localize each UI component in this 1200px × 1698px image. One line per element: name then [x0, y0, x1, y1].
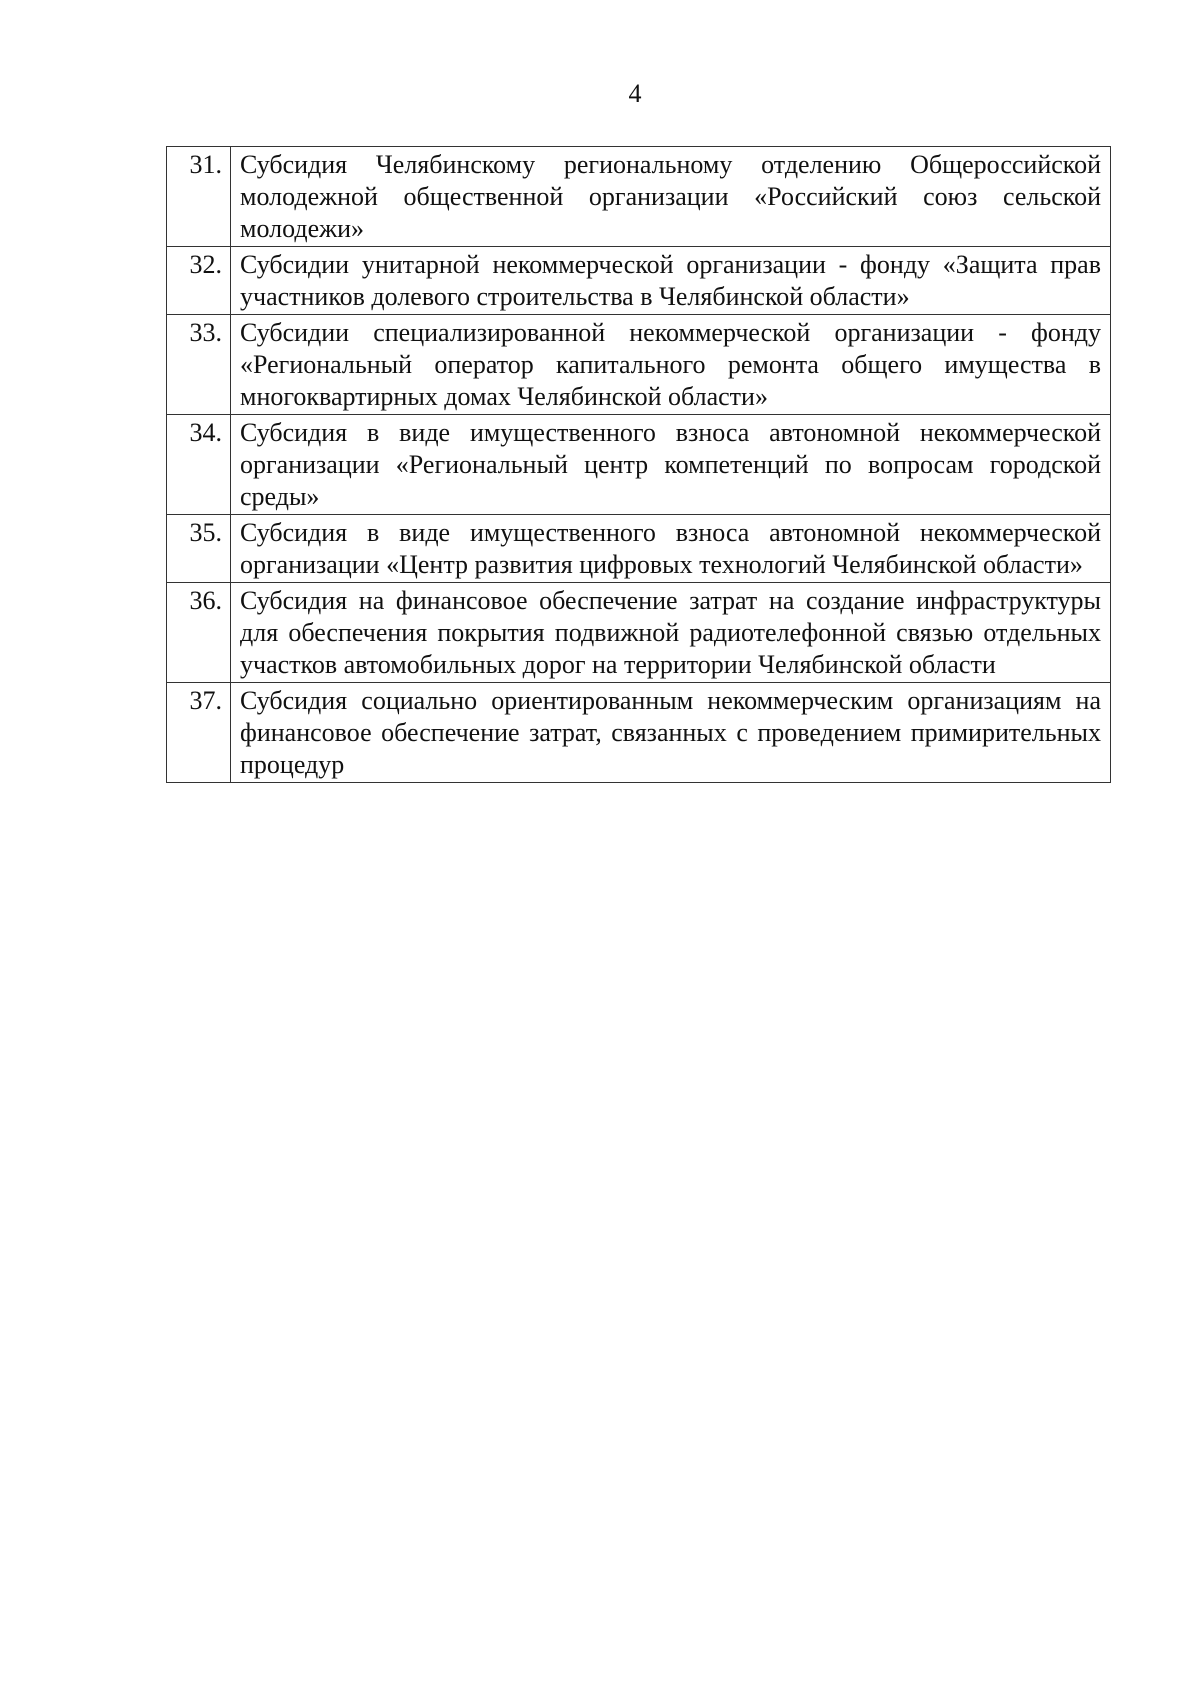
- row-number: 34.: [167, 415, 231, 515]
- table-row: [167, 315, 1111, 415]
- table-row: [167, 415, 1111, 515]
- row-description: Субсидии унитарной некоммерческой организации - фонду «Защита прав участников долевого строительства в Челябинской области»: [231, 247, 1111, 315]
- row-description: Субсидия в виде имущественного взноса автономной некоммерческой организации «Центр развития цифровых технологий Челябинской области»: [231, 515, 1111, 583]
- row-description: Субсидия социально ориентированным некоммерческим организациям на финансовое обеспечение затрат, связанных с проведением примирительных процедур: [231, 683, 1111, 783]
- table-row: [167, 583, 1111, 683]
- row-number: 31.: [167, 147, 231, 247]
- page-number: 4: [628, 79, 642, 108]
- table-row: [167, 147, 1111, 247]
- table-row: [167, 247, 1111, 315]
- row-description: Субсидия Челябинскому региональному отделению Общероссийской молодежной общественной организации «Российский союз сельской молодежи»: [231, 147, 1111, 247]
- row-description: Субсидия на финансовое обеспечение затрат на создание инфраструктуры для обеспечения покрытия подвижной радиотелефонной связью отдельных участков автомобильных дорог на территории Челябинской области: [231, 583, 1111, 683]
- table-row: [167, 683, 1111, 783]
- row-number: 33.: [167, 315, 231, 415]
- table-row: [167, 515, 1111, 583]
- row-number: 32.: [167, 247, 231, 315]
- row-description: Субсидия в виде имущественного взноса автономной некоммерческой организации «Региональный центр компетенций по вопросам городской среды»: [231, 415, 1111, 515]
- row-number: 35.: [167, 515, 231, 583]
- subsidy-table: [166, 146, 1111, 783]
- row-description: Субсидии специализированной некоммерческой организации - фонду «Региональный оператор капитального ремонта общего имущества в многоквартирных домах Челябинской области»: [231, 315, 1111, 415]
- row-number: 37.: [167, 683, 231, 783]
- row-number: 36.: [167, 583, 231, 683]
